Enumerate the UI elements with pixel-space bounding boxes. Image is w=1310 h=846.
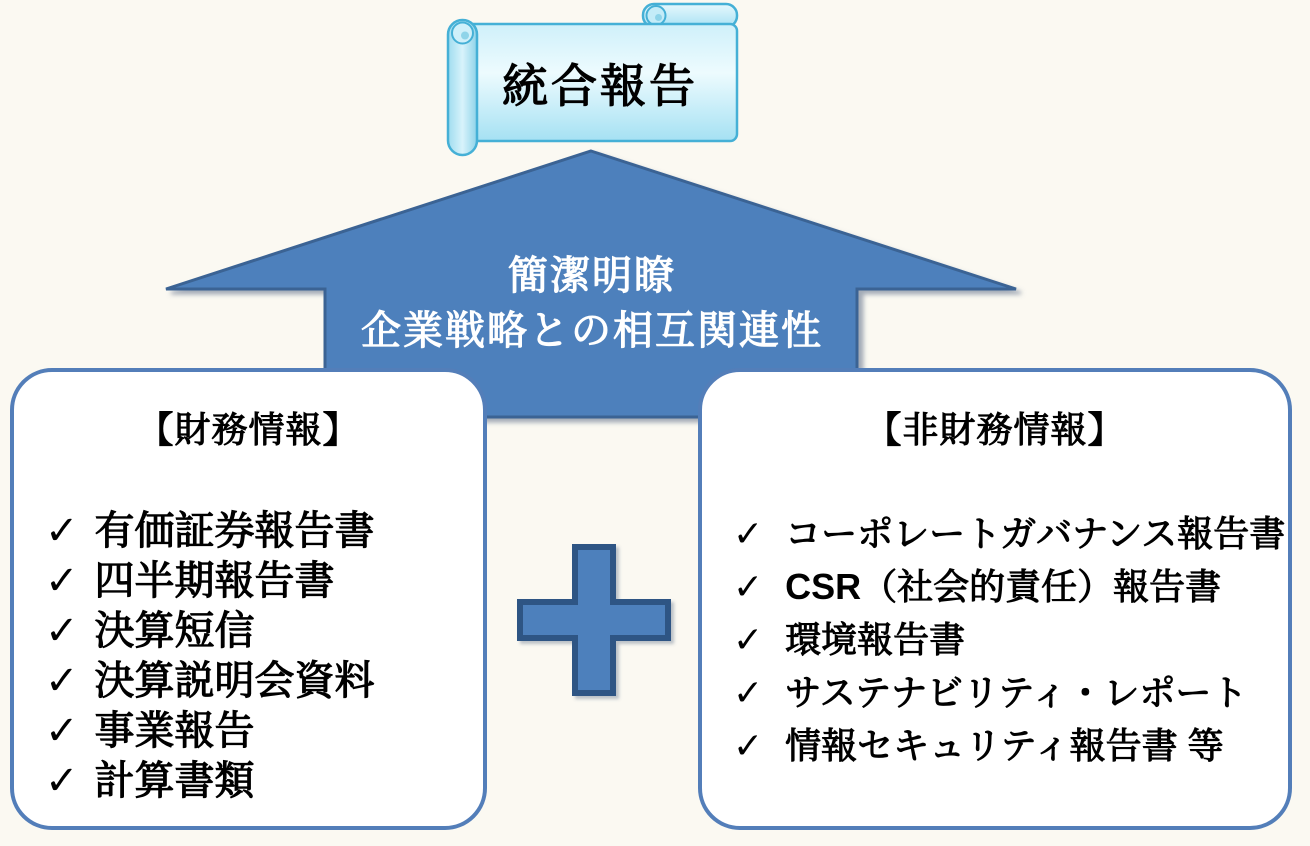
- list-item: [45, 656, 473, 706]
- financial-box-title: 【財務情報】: [137, 409, 360, 450]
- list-item-label: 決算短信: [94, 609, 255, 653]
- check-icon: ✓: [45, 759, 79, 803]
- arrow-caption-line2: 企業戦略との相互関連性: [361, 309, 823, 353]
- list-item-label: CSR（社会的責任）報告書: [785, 566, 1222, 607]
- list-item-label: 情報セキュリティ報告書 等: [785, 725, 1224, 766]
- financial-box: [10, 368, 487, 830]
- check-icon: ✓: [45, 559, 79, 603]
- list-item: [45, 606, 473, 656]
- nonfinancial-box-title: 【非財務情報】: [865, 409, 1125, 450]
- list-item: [45, 556, 473, 606]
- list-item: [733, 560, 1278, 613]
- list-item-label: 環境報告書: [785, 619, 966, 660]
- check-icon: ✓: [733, 566, 764, 607]
- list-item: [45, 756, 473, 806]
- list-item: [45, 706, 473, 756]
- check-icon: ✓: [45, 509, 79, 553]
- nonfinancial-box: [698, 368, 1292, 830]
- list-item-label: 決算説明会資料: [94, 659, 375, 703]
- list-item: [733, 719, 1278, 772]
- check-icon: ✓: [733, 619, 764, 660]
- list-item-label: 計算書類: [94, 759, 255, 803]
- list-item-label: コーポレートガバナンス報告書: [785, 513, 1286, 554]
- plus-icon: [520, 547, 668, 693]
- nonfinancial-list: [733, 507, 1286, 772]
- list-item: [45, 506, 473, 556]
- list-item: [733, 507, 1286, 560]
- list-item-label: 事業報告: [94, 709, 255, 753]
- check-icon: ✓: [733, 725, 764, 766]
- list-item-label: サステナビリティ・レポート: [785, 672, 1248, 713]
- check-icon: ✓: [45, 609, 79, 653]
- list-item-label: 四半期報告書: [94, 559, 335, 603]
- arrow-caption: [0, 249, 1184, 359]
- check-icon: ✓: [45, 659, 79, 703]
- check-icon: ✓: [733, 513, 764, 554]
- check-icon: ✓: [733, 672, 764, 713]
- arrow-caption-line1: 簡潔明瞭: [508, 254, 676, 298]
- check-icon: ✓: [45, 709, 79, 753]
- banner-title: 統合報告: [502, 60, 698, 112]
- financial-list: [45, 506, 473, 806]
- list-item: [733, 613, 1278, 666]
- list-item: [733, 666, 1278, 719]
- list-item-label: 有価証券報告書: [94, 509, 375, 553]
